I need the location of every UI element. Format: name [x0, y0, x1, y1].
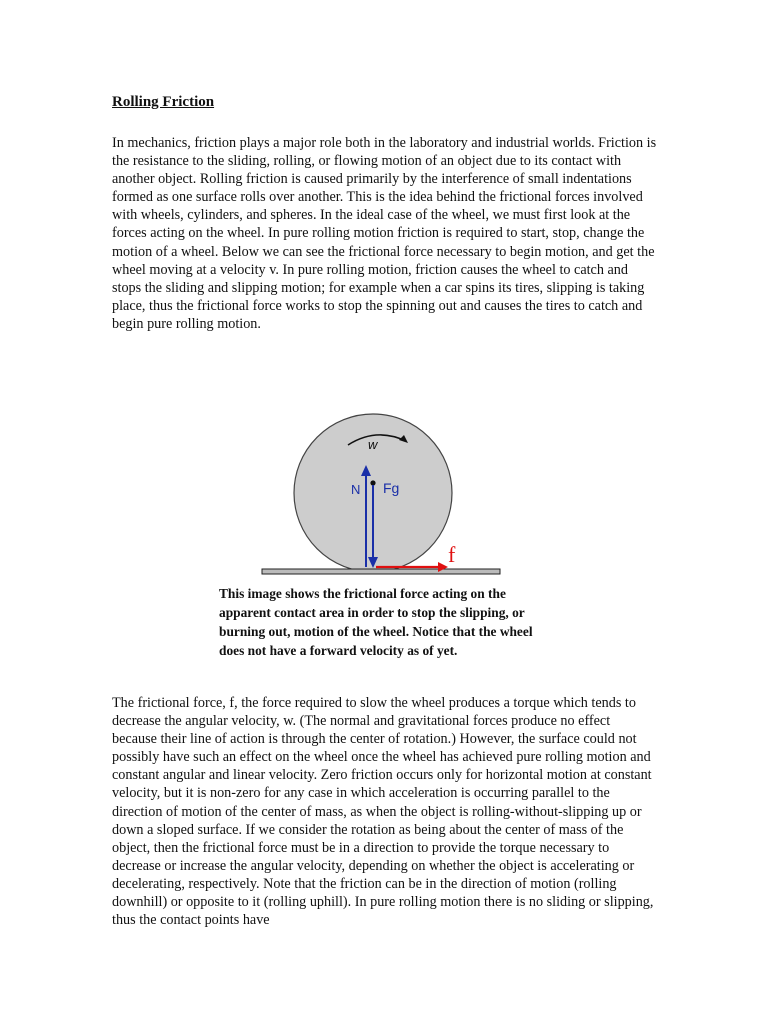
angular-velocity-label: w	[368, 437, 378, 452]
friction-label: f	[448, 542, 456, 567]
gravity-label: Fg	[383, 480, 400, 496]
center-of-mass-dot	[370, 480, 375, 485]
body-paragraph: The frictional force, f, the force required to slow the wheel produces a torque which tends to decrease the angular velocity, w. (The normal and gravitational forces produce no effect because their line of action is through the center of rotation.) However, the surface could not possibly have such an effect on the wheel once the wheel has achieved pure rolling motion and constant angular and linear velocity. Zero friction occurs only for horizontal motion at constant velocity, but it is non-zero for any case in which acceleration is occurring parallel to the direction of motion of the center of mass, as when the object is rolling-without-slipping up or down a sloped surface. If we consider the rotation as being about the center of mass of the object, then the frictional force must be in a direction to provide the torque necessary to decrease or increase the angular velocity, depending on whether the object is accelerating or decelerating, respectively. Note that the friction can be in the direction of motion (rolling downhill) or opposite to it (rolling uphill). In pure rolling motion there is no sliding or slipping, thus the contact points have	[112, 695, 654, 929]
intro-paragraph: In mechanics, friction plays a major role both in the laboratory and industrial worlds. Friction is the resistance to the sliding, rolling, or flowing motion of an object due to its contact with another object. Rolling friction is caused primarily by the interference of small indentations formed as one surface rolls over another. This is the idea behind the frictional forces involved with wheels, cylinders, and spheres. In the ideal case of the wheel, we must first look at the forces acting on the wheel. In pure rolling motion friction is required to start, stop, change the motion of a wheel. Below we can see the frictional force necessary to begin motion, and get the wheel moving at a velocity v. In pure rolling motion, friction causes the wheel to catch and stops the sliding and slipping motion; for example when a car spins its tires, slipping is taking place, thus the frictional force works to stop the spinning out and causes the tires to catch and begin pure rolling motion.	[112, 135, 657, 332]
normal-force-label: N	[351, 482, 361, 497]
ground-surface	[262, 569, 500, 574]
page-title: Rolling Friction	[112, 94, 215, 110]
wheel-diagram	[258, 405, 503, 580]
figure-caption: This image shows the frictional force acting on the apparent contact area in order to stop the slipping, or burning out, motion of the wheel. Notice that the wheel does not have a forward velocity as of yet.	[219, 586, 533, 658]
